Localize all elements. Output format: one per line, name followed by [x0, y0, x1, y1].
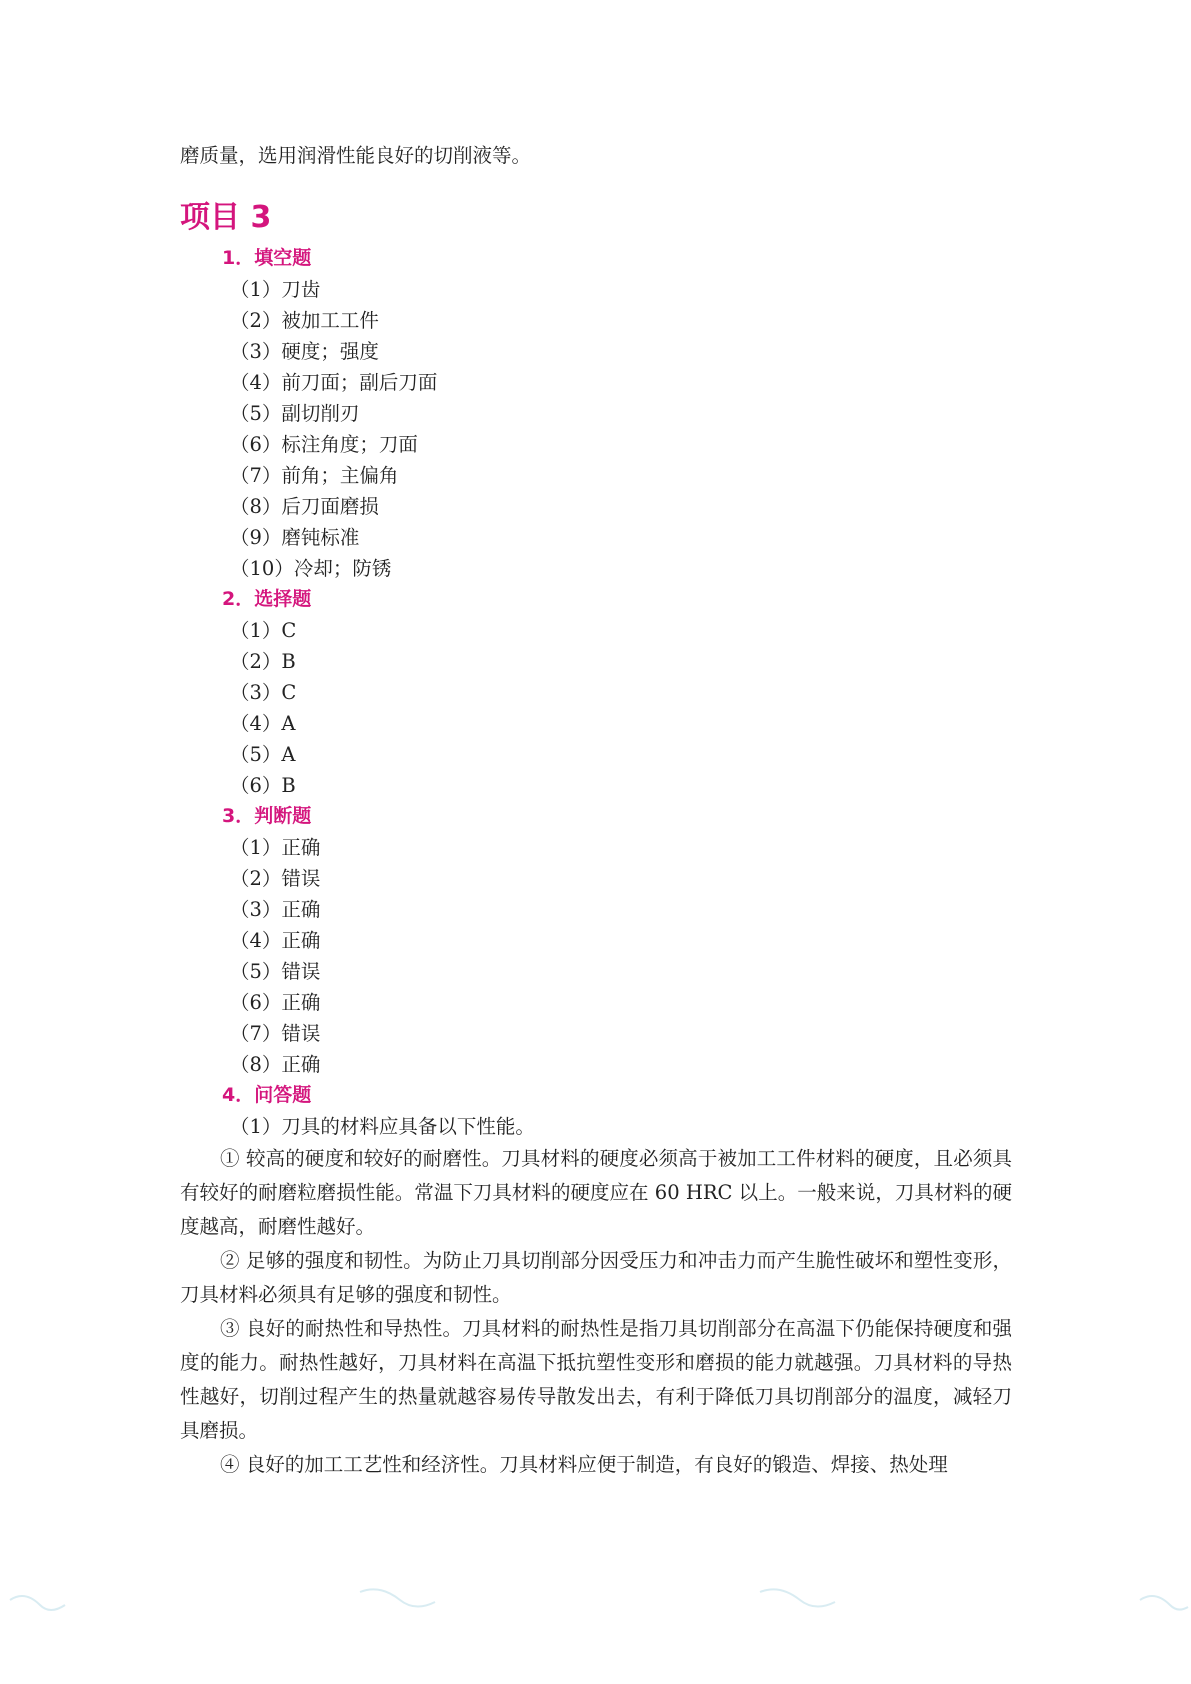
answer-item: （4）正确	[230, 929, 321, 952]
answer-item: （8）正确	[230, 1053, 321, 1076]
question-line: （1）刀具的材料应具备以下性能。	[230, 1115, 535, 1138]
answer-item: （1）C	[230, 619, 297, 642]
answer-paragraph: ② 足够的强度和韧性。为防止刀具切削部分因受压力和冲击力而产生脆性破坏和塑性变形，刀具材料必须具有足够的强度和韧性。	[180, 1249, 1012, 1306]
answer-item: （2）被加工工件	[230, 309, 379, 332]
answer-item: （10）冷却；防锈	[230, 557, 392, 580]
answer-item: （9）磨钝标准	[230, 526, 360, 549]
answer-item: （2）错误	[230, 867, 321, 890]
answer-item: （4）A	[230, 712, 296, 735]
watermark-mark	[360, 1589, 435, 1606]
answer-item: （3）正确	[230, 898, 321, 921]
watermark-decoration	[0, 1570, 1191, 1650]
subsection-title-fill: 1．填空题	[222, 247, 312, 269]
answer-item: （4）前刀面；副后刀面	[230, 371, 438, 394]
answer-item: （6）标注角度；刀面	[230, 433, 418, 456]
subsection-title-qa: 4．问答题	[222, 1084, 312, 1106]
answer-paragraph: ④ 良好的加工工艺性和经济性。刀具材料应便于制造，有良好的锻造、焊接、热处理	[220, 1453, 948, 1476]
watermark-mark	[760, 1589, 835, 1606]
intro-line: 磨质量，选用润滑性能良好的切削液等。	[180, 144, 532, 167]
answer-item: （7）错误	[230, 1022, 321, 1045]
subsection-title-choice: 2．选择题	[222, 588, 312, 610]
answer-item: （5）副切削刃	[230, 402, 360, 425]
watermark-mark	[10, 1596, 65, 1610]
answer-item: （3）C	[230, 681, 297, 704]
answer-item: （5）错误	[230, 960, 321, 983]
answer-paragraph: ③ 良好的耐热性和导热性。刀具材料的耐热性是指刀具切削部分在高温下仍能保持硬度和强度的能力。耐热性越好，刀具材料在高温下抵抗塑性变形和磨损的能力就越强。刀具材料的导热性越好，切削过程产生的热量就越容易传导散发出去，有利于降低刀具切削部分的温度，减轻刀具磨损。	[180, 1317, 1012, 1442]
answer-item: （6）正确	[230, 991, 321, 1014]
watermark-mark	[1140, 1596, 1188, 1610]
section-heading: 项目 3	[180, 200, 272, 235]
subsection-title-judge: 3．判断题	[222, 805, 312, 827]
answer-paragraph: ① 较高的硬度和较好的耐磨性。刀具材料的硬度必须高于被加工工件材料的硬度，且必须具有较好的耐磨粒磨损性能。常温下刀具材料的硬度应在 60 HRC 以上。一般来说，刀具材料的硬度越高，耐磨性越好。	[180, 1147, 1012, 1238]
answer-item: （1）正确	[230, 836, 321, 859]
answer-item: （2）B	[230, 650, 296, 673]
answer-item: （6）B	[230, 774, 296, 797]
answer-item: （8）后刀面磨损	[230, 495, 379, 518]
answer-item: （5）A	[230, 743, 296, 766]
answer-item: （3）硬度；强度	[230, 340, 379, 363]
answer-item: （7）前角；主偏角	[230, 464, 399, 487]
answer-item: （1）刀齿	[230, 278, 321, 301]
